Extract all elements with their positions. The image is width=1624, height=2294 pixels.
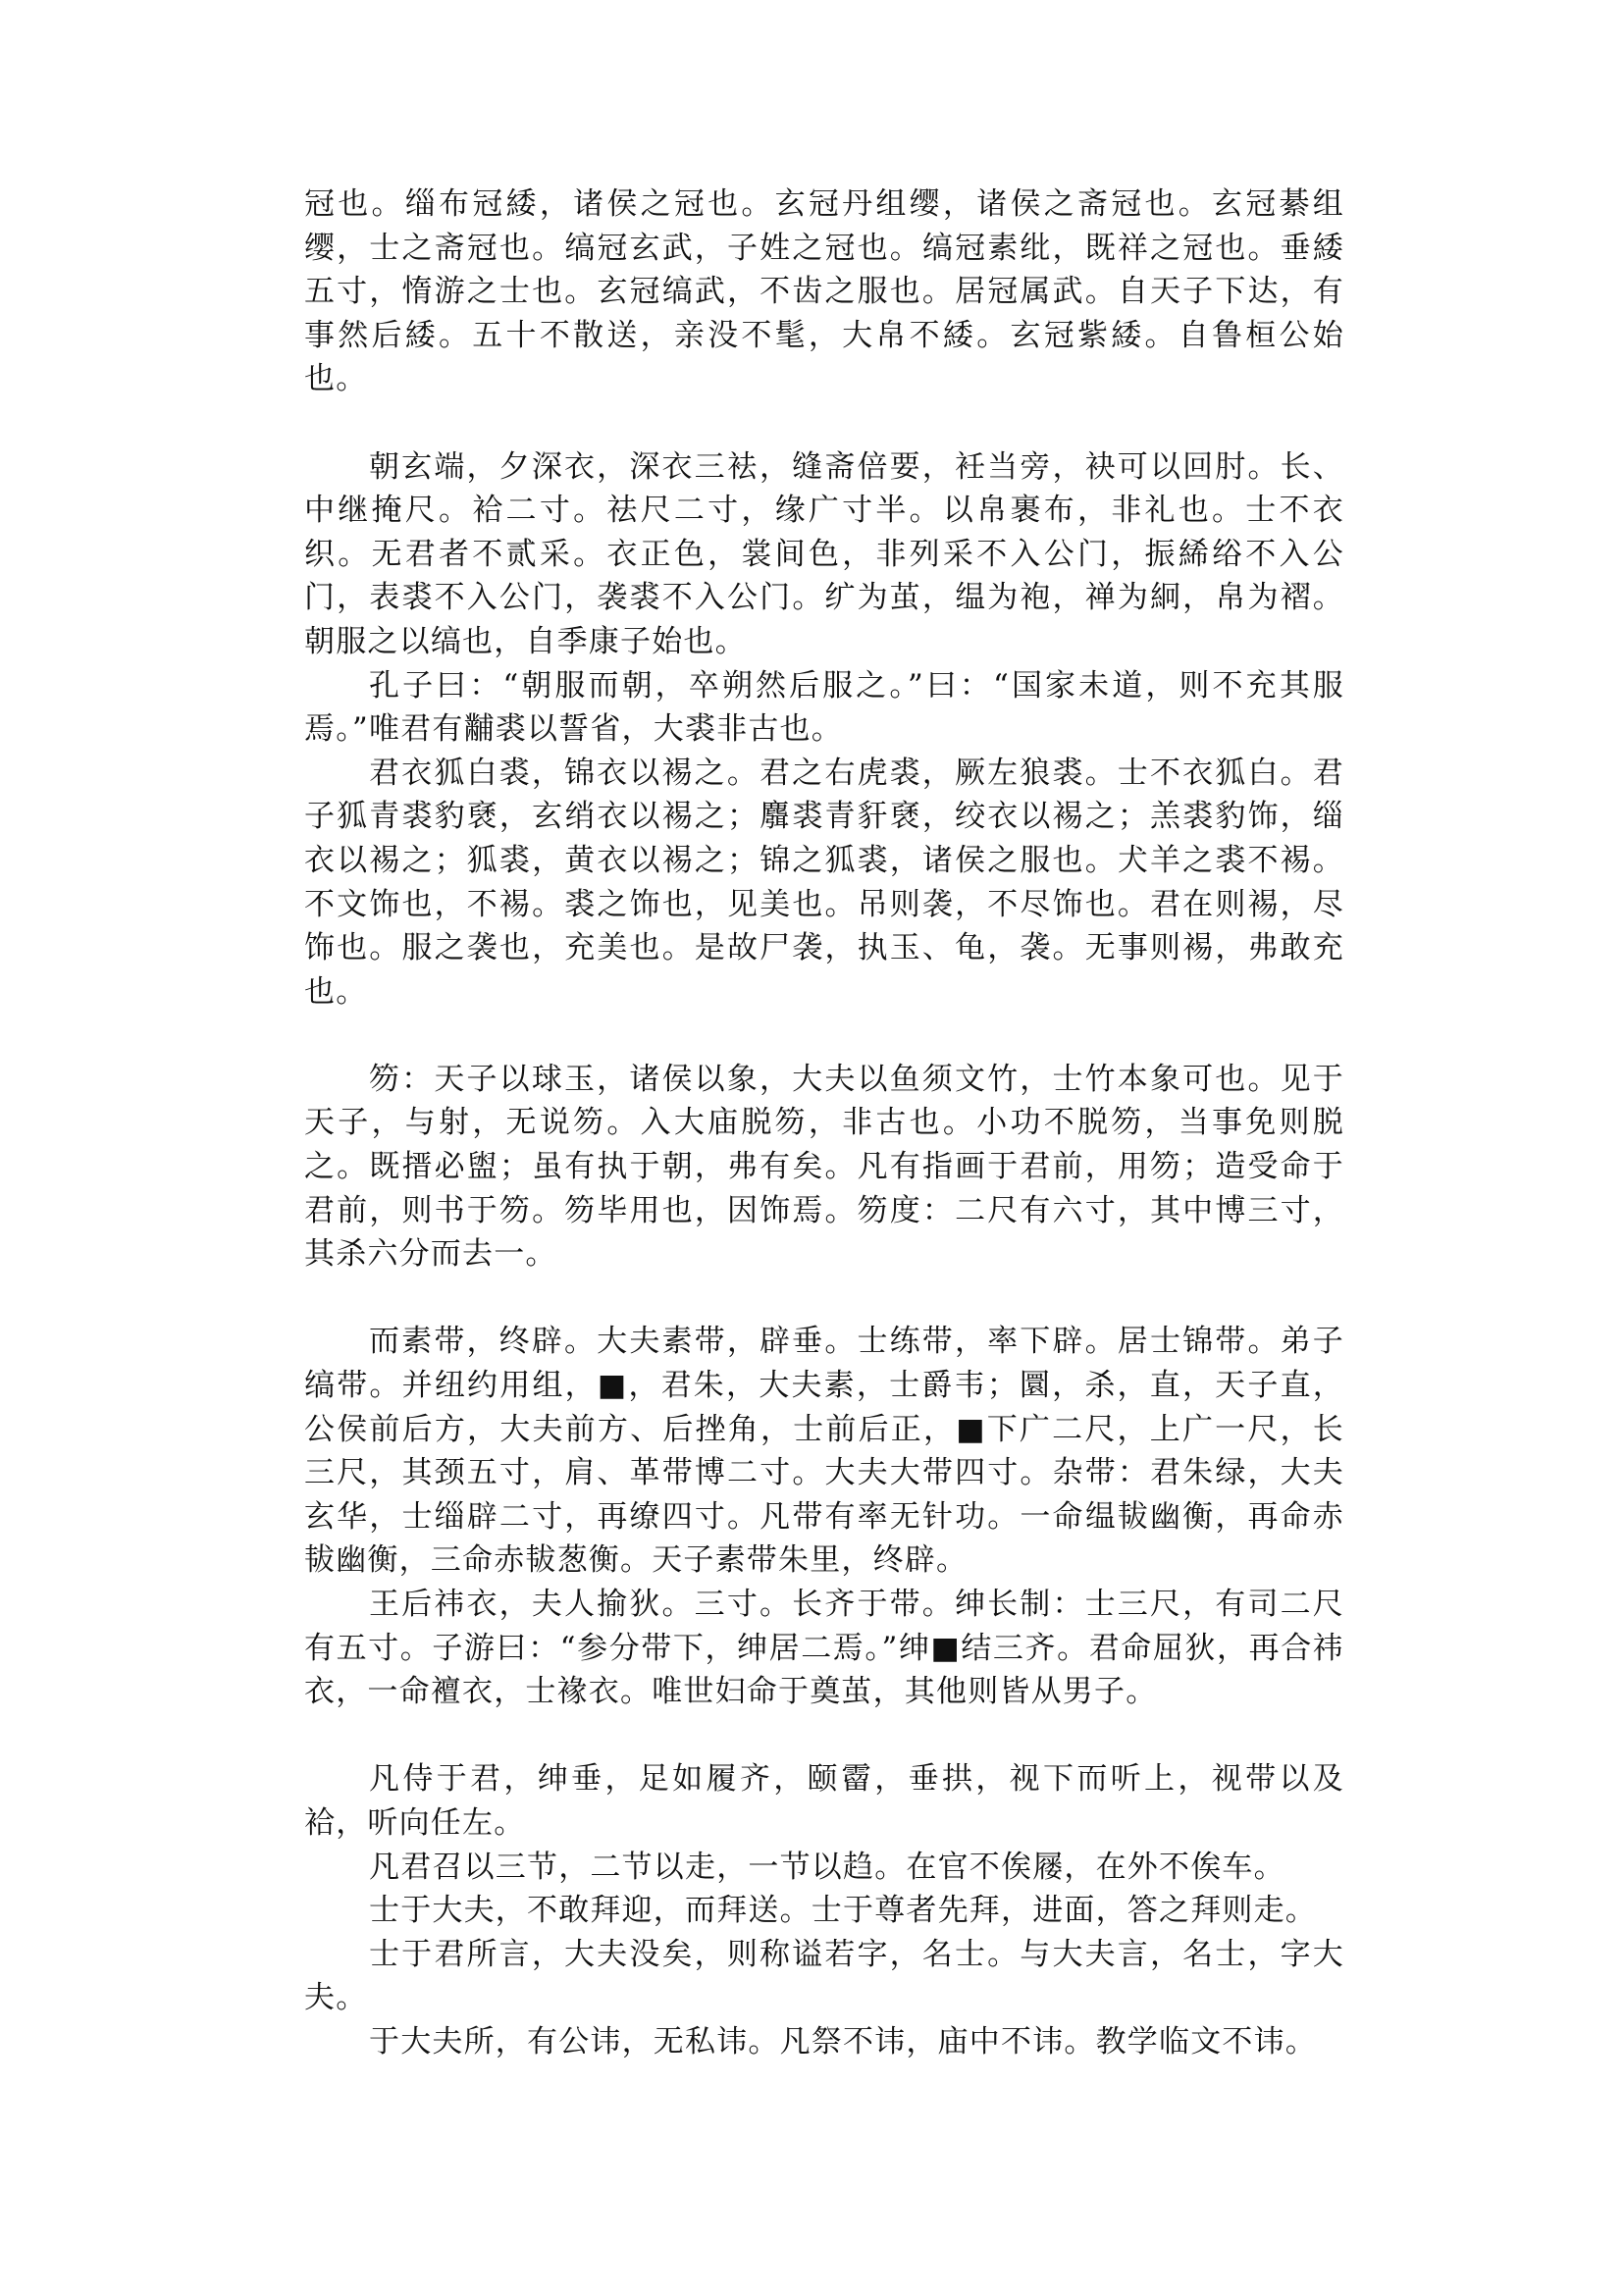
- paragraph-11: 士于君所言，大夫没矣，则称谥若字，名士。与大夫言，名士，字大夫。: [304, 1936, 1344, 2016]
- paragraph-12: 于大夫所，有公讳，无私讳。凡祭不讳，庙中不讳。教学临文不讳。: [369, 2023, 1317, 2059]
- paragraph-7: 王后祎衣，夫人揄狄。三寸。长齐于带。绅长制：士三尺，有司二尺有五寸。子游曰：“参分带下，绅居二焉。”绅■结三齐。君命屈狄，再合祎衣，一命襢衣，士褖衣。唯世妇命于奠茧，其他则皆从男子。: [304, 1587, 1344, 1710]
- paragraph-3: 孔子曰：“朝服而朝，卒朔然后服之。”曰：“国家未道，则不充其服焉。”唯君有黼裘以誓省，大裘非古也。: [304, 667, 1344, 748]
- paragraph-8: 凡侍于君，绅垂，足如履齐，颐霤，垂拱，视下而听上，视带以及袷，听向任左。: [304, 1761, 1344, 1841]
- paragraph-2: 朝玄端，夕深衣，深衣三袪，缝斋倍要，衽当旁，袂可以回肘。长、中继掩尺。袷二寸。祛尺二寸，缘广寸半。以帛裹布，非礼也。士不衣织。无君者不贰采。衣正色，裳间色，非列采不入公门，振絺绤不入公门，表裘不入公门，袭裘不入公门。纩为茧，缊为袍，禅为絅，帛为褶。朝服之以缟也，自季康子始也。: [304, 448, 1344, 659]
- paragraph-4: 君衣狐白裘，锦衣以裼之。君之右虎裘，厥左狼裘。士不衣狐白。君子狐青裘豹褎，玄绡衣以裼之；麛裘青豻褎，绞衣以裼之；羔裘豹饰，缁衣以裼之；狐裘，黄衣以裼之；锦之狐裘，诸侯之服也。犬羊之裘不裼。不文饰也，不裼。裘之饰也，见美也。吊则袭，不尽饰也。君在则裼，尽饰也。服之袭也，充美也。是故尸袭，执玉、龟，袭。无事则裼，弗敢充也。: [304, 755, 1344, 1010]
- paragraph-spacer: [304, 1714, 1344, 1758]
- paragraph-spacer: [304, 401, 1344, 445]
- paragraph-spacer: [304, 1277, 1344, 1321]
- paragraph-1: 冠也。缁布冠緌，诸侯之冠也。玄冠丹组缨，诸侯之斋冠也。玄冠綦组缨，士之斋冠也。缟冠玄武，子姓之冠也。缟冠素纰，既祥之冠也。垂緌五寸，惰游之士也。玄冠缟武，不齿之服也。居冠属武。自天子下达，有事然后緌。五十不散送，亲没不髦，大帛不緌。玄冠紫緌。自鲁桓公始也。: [304, 186, 1344, 397]
- paragraph-5: 笏：天子以球玉，诸侯以象，大夫以鱼须文竹，士竹本象可也。见于天子，与射，无说笏。入大庙脱笏，非古也。小功不脱笏，当事免则脱之。既搢必盥；虽有执于朝，弗有矣。凡有指画于君前，用笏；造受命于君前，则书于笏。笏毕用也，因饰焉。笏度：二尺有六寸，其中博三寸，其杀六分而去一。: [304, 1061, 1344, 1273]
- paragraph-6: 而素带，终辟。大夫素带，辟垂。士练带，率下辟。居士锦带。弟子缟带。并纽约用组，■，君朱，大夫素，士爵韦；圜，杀，直，天子直，公侯前后方，大夫前方、后挫角，士前后正，■下广二尺，上广一尺，长三尺，其颈五寸，肩、革带博二寸。大夫大带四寸。杂带：君朱绿，大夫玄华，士缁辟二寸，再缭四寸。凡带有率无针功。一命缊韨幽衡，再命赤韨幽衡，三命赤韨葱衡。天子素带朱里，终辟。: [304, 1324, 1344, 1579]
- paragraph-spacer: [304, 1014, 1344, 1058]
- text-body: [304, 182, 1344, 2064]
- paragraph-9: 凡君召以三节，二节以走，一节以趋。在官不俟屦，在外不俟车。: [369, 1849, 1285, 1885]
- paragraph-10: 士于大夫，不敢拜迎，而拜送。士于尊者先拜，进面，答之拜则走。: [369, 1893, 1317, 1929]
